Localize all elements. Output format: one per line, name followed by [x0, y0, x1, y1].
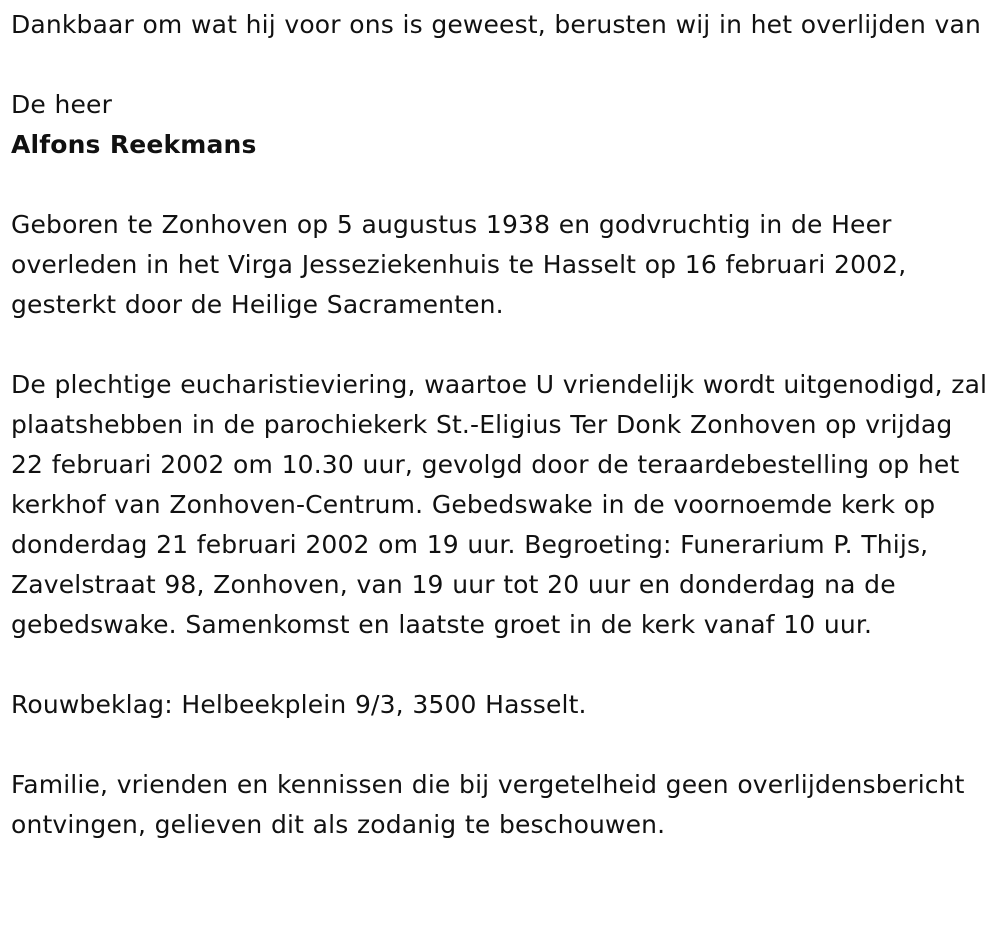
obituary-document [11, 5, 991, 845]
intro-text: Dankbaar om wat hij voor ons is geweest, berusten wij in het overlijden van [11, 10, 981, 39]
condolence-address: Rouwbeklag: Helbeekplein 9/3, 3500 Hasselt. [11, 690, 587, 719]
ceremony-paragraph: De plechtige eucharistieviering, waartoe U vriendelijk wordt uitgenodigd, zal plaatshebben in de parochiekerk St.-Eligius Ter Donk Zonhoven op vrijdag 22 februari 2002 om 10.30 uur, gevolgd door de teraardebestelling op het kerkhof van Zonhoven-Centrum. Gebedswake in de voornoemde kerk op donderdag 21 februari 2002 om 19 uur. Begroeting: Funerarium P. Thijs, Zavelstraat 98, Zonhoven, van 19 uur tot 20 uur en donderdag na de gebedswake. Samenkomst en laatste groet in de kerk vanaf 10 uur. [11, 370, 988, 639]
salutation-text: De heer [11, 90, 113, 119]
closing-note: Familie, vrienden en kennissen die bij vergetelheid geen overlijdensbericht ontvingen, gelieven dit als zodanig te beschouwen. [11, 770, 965, 839]
deceased-name: Alfons Reekmans [11, 130, 257, 159]
birth-death-paragraph: Geboren te Zonhoven op 5 augustus 1938 en godvruchtig in de Heer overleden in het Virga Jesseziekenhuis te Hasselt op 16 februari 2002, gesterkt door de Heilige Sacramenten. [11, 210, 907, 319]
